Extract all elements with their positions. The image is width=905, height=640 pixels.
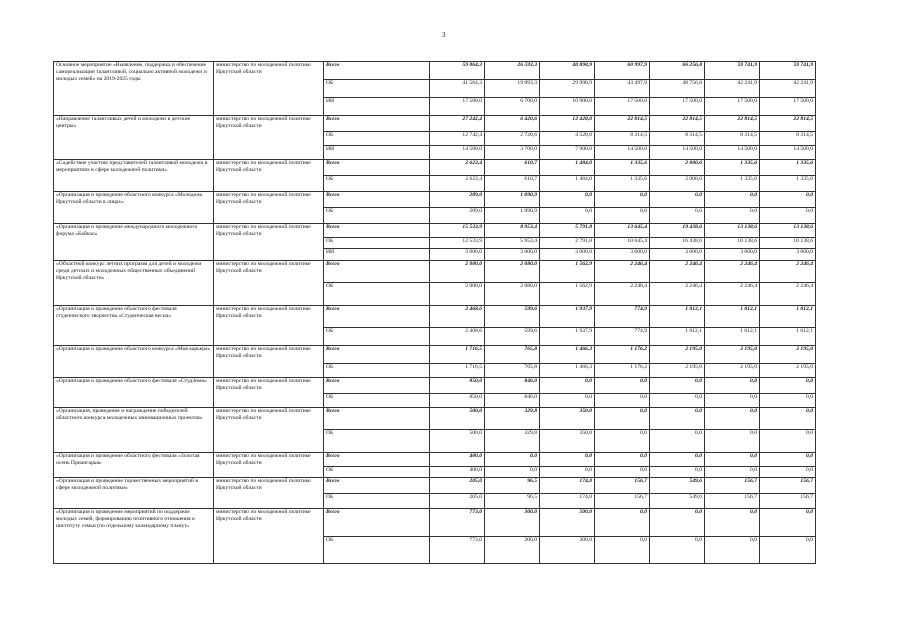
- amount-cell: 1 562,9: [540, 283, 595, 306]
- activity-name: «Областной конкурс летних программ для детей и молодежи среди детских и молодежных общественных объединений Иркутской области»: [54, 261, 214, 306]
- amount-cell: 3 000,0: [430, 249, 485, 261]
- responsible-executor: министерство по молодежной политике Иркутской области: [214, 378, 324, 408]
- amount-cell: 48 756,8: [650, 80, 705, 98]
- amount-cell: 1 335,6: [595, 176, 650, 192]
- amount-cell: 0,0: [760, 192, 816, 208]
- table-row: [54, 62, 816, 80]
- amount-cell: 15 533,9: [430, 224, 485, 238]
- amount-cell: 156,7: [760, 478, 816, 494]
- amount-cell: 2 246,4: [705, 261, 760, 283]
- amount-cell: 1 012,1: [650, 306, 705, 328]
- amount-cell: 8 314,5: [760, 132, 816, 146]
- amount-cell: 2 195,0: [650, 346, 705, 364]
- amount-cell: 14 500,0: [760, 146, 816, 160]
- amount-cell: 2 195,0: [705, 346, 760, 364]
- funding-source: ОБ: [324, 132, 430, 146]
- amount-cell: 2 246,4: [595, 261, 650, 283]
- amount-cell: 12 533,9: [430, 238, 485, 249]
- amount-cell: 2 080,0: [485, 283, 540, 306]
- amount-cell: 1 012,1: [650, 328, 705, 346]
- funding-source: ОБ: [324, 208, 430, 224]
- amount-cell: 66 256,8: [650, 62, 705, 80]
- amount-cell: 0,0: [705, 509, 760, 537]
- activity-name: «Организация и проведение областного фестиваля «СтудЗима»: [54, 378, 214, 408]
- funding-source: ОБ: [324, 80, 430, 98]
- amount-cell: 0,0: [650, 453, 705, 467]
- amount-cell: 0,0: [540, 192, 595, 208]
- amount-cell: 22 814,5: [650, 116, 705, 132]
- amount-cell: 0,0: [595, 453, 650, 467]
- amount-cell: 17 500,0: [760, 98, 816, 116]
- amount-cell: 12 742,4: [430, 132, 485, 146]
- activity-name: «Организация и проведение международного молодежного форума «Байкал»: [54, 224, 214, 261]
- amount-cell: 0,0: [705, 208, 760, 224]
- amount-cell: 0,0: [540, 453, 595, 467]
- responsible-executor: министерство по молодежной политике Иркутской области: [214, 62, 324, 116]
- amount-cell: 1 335,6: [760, 160, 816, 176]
- amount-cell: 549,6: [650, 478, 705, 494]
- funding-source: ОБ: [324, 238, 430, 249]
- amount-cell: 850,0: [430, 394, 485, 408]
- table-row: [54, 192, 816, 208]
- funding-source: ОБ: [324, 430, 430, 453]
- funding-source: ОБ: [324, 364, 430, 378]
- responsible-executor: министерство по молодежной политике Иркутской области: [214, 261, 324, 306]
- funding-source: ОБ: [324, 537, 430, 564]
- amount-cell: 0,0: [650, 394, 705, 408]
- funding-source: ОБ: [324, 176, 430, 192]
- amount-cell: 3 000,0: [650, 249, 705, 261]
- amount-cell: 22 814,5: [760, 116, 816, 132]
- amount-cell: 599,6: [485, 306, 540, 328]
- amount-cell: 350,0: [540, 408, 595, 430]
- amount-cell: 1 937,9: [540, 328, 595, 346]
- amount-cell: 1 335,6: [760, 176, 816, 192]
- amount-cell: 8 953,4: [485, 224, 540, 238]
- amount-cell: 500,0: [540, 509, 595, 537]
- amount-cell: 1 716,5: [430, 364, 485, 378]
- amount-cell: 0,0: [760, 453, 816, 467]
- activity-name: «Организация и проведение областного конкурса «Молодежь Иркутской области в лицах»: [54, 192, 214, 224]
- amount-cell: 1 484,0: [540, 176, 595, 192]
- amount-cell: 7 900,0: [540, 146, 595, 160]
- amount-cell: 0,0: [705, 453, 760, 467]
- responsible-executor: министерство по молодежной политике Иркутской области: [214, 408, 324, 453]
- financing-table: [53, 61, 816, 564]
- amount-cell: 1 090,9: [485, 192, 540, 208]
- table-row: [54, 160, 816, 176]
- funding-source: Всего: [324, 478, 430, 494]
- amount-cell: 400,0: [430, 453, 485, 467]
- amount-cell: 14 500,0: [705, 146, 760, 160]
- table-row: [54, 224, 816, 238]
- funding-source: Всего: [324, 509, 430, 537]
- funding-source: Всего: [324, 453, 430, 467]
- amount-cell: 400,0: [430, 467, 485, 478]
- amount-cell: 17 500,0: [430, 98, 485, 116]
- table-body: [54, 62, 816, 564]
- amount-cell: 0,0: [760, 408, 816, 430]
- amount-cell: 774,9: [595, 328, 650, 346]
- amount-cell: 2 195,0: [705, 364, 760, 378]
- amount-cell: 2 195,0: [650, 364, 705, 378]
- table-row: [54, 346, 816, 364]
- amount-cell: 2 246,4: [650, 261, 705, 283]
- amount-cell: 205,0: [430, 494, 485, 509]
- amount-cell: 773,0: [430, 537, 485, 564]
- amount-cell: 0,0: [485, 467, 540, 478]
- amount-cell: 14 500,0: [650, 146, 705, 160]
- amount-cell: 2 720,6: [485, 132, 540, 146]
- funding-source: ИИ: [324, 249, 430, 261]
- amount-cell: 0,0: [760, 378, 816, 394]
- amount-cell: 0,0: [595, 394, 650, 408]
- amount-cell: 3 700,0: [485, 146, 540, 160]
- funding-source: Всего: [324, 346, 430, 364]
- amount-cell: 0,0: [595, 537, 650, 564]
- responsible-executor: министерство по молодежной политике Иркутской области: [214, 453, 324, 478]
- amount-cell: 3 000,0: [595, 249, 650, 261]
- amount-cell: 17 500,0: [650, 98, 705, 116]
- amount-cell: 1 012,1: [760, 328, 816, 346]
- amount-cell: 13 138,6: [760, 224, 816, 238]
- amount-cell: 17 500,0: [595, 98, 650, 116]
- amount-cell: 12 428,0: [540, 116, 595, 132]
- amount-cell: 0,0: [705, 408, 760, 430]
- table-row: [54, 509, 816, 537]
- amount-cell: 846,0: [485, 394, 540, 408]
- activity-name: «Организация, проведение и награждение победителей областного конкурса молодежных инновационных проектов»: [54, 408, 214, 453]
- funding-source: Всего: [324, 261, 430, 283]
- amount-cell: 300,0: [485, 537, 540, 564]
- amount-cell: 1 466,3: [540, 364, 595, 378]
- responsible-executor: министерство по молодежной политике Иркутской области: [214, 346, 324, 378]
- amount-cell: 16 438,6: [650, 238, 705, 249]
- amount-cell: 500,0: [430, 408, 485, 430]
- amount-cell: 289,0: [430, 208, 485, 224]
- amount-cell: 17 500,0: [705, 98, 760, 116]
- amount-cell: 350,0: [540, 430, 595, 453]
- funding-source: ОБ: [324, 328, 430, 346]
- amount-cell: 0,0: [595, 408, 650, 430]
- amount-cell: 0,0: [485, 453, 540, 467]
- amount-cell: 205,0: [430, 478, 485, 494]
- amount-cell: 41 564,3: [430, 80, 485, 98]
- amount-cell: 1 012,1: [760, 306, 816, 328]
- amount-cell: 2 080,0: [485, 261, 540, 283]
- amount-cell: 0,0: [650, 509, 705, 537]
- activity-name: «Организация и проведение областного конкурса «Моя карьера»: [54, 346, 214, 378]
- funding-source: ОБ: [324, 467, 430, 478]
- amount-cell: 2 246,4: [595, 283, 650, 306]
- amount-cell: 40 898,9: [540, 62, 595, 80]
- amount-cell: 19 438,6: [650, 224, 705, 238]
- amount-cell: 500,0: [430, 430, 485, 453]
- amount-cell: 156,7: [705, 494, 760, 509]
- amount-cell: 174,0: [540, 478, 595, 494]
- amount-cell: 174,0: [540, 494, 595, 509]
- table-row: [54, 408, 816, 430]
- amount-cell: 0,0: [650, 467, 705, 478]
- amount-cell: 60 997,9: [595, 62, 650, 80]
- amount-cell: 0,0: [595, 192, 650, 208]
- amount-cell: 1 562,9: [540, 261, 595, 283]
- funding-source: ОБ: [324, 394, 430, 408]
- amount-cell: 2 000,0: [430, 261, 485, 283]
- responsible-executor: министерство по молодежной политике Иркутской области: [214, 224, 324, 261]
- amount-cell: 1 090,9: [485, 208, 540, 224]
- amount-cell: 13 645,4: [595, 224, 650, 238]
- amount-cell: 2 000,6: [650, 176, 705, 192]
- amount-cell: 6 420,6: [485, 116, 540, 132]
- funding-source: Всего: [324, 224, 430, 238]
- funding-source: ОБ: [324, 283, 430, 306]
- funding-source: Всего: [324, 306, 430, 328]
- page-number: 3: [442, 31, 446, 39]
- amount-cell: 0,0: [595, 208, 650, 224]
- amount-cell: 2 623,4: [430, 160, 485, 176]
- table-row: [54, 306, 816, 328]
- amount-cell: 96,5: [485, 478, 540, 494]
- amount-cell: 1 466,3: [540, 346, 595, 364]
- amount-cell: 6 700,0: [485, 98, 540, 116]
- amount-cell: 59 741,9: [705, 62, 760, 80]
- amount-cell: 2 000,6: [650, 160, 705, 176]
- amount-cell: 1 012,1: [705, 306, 760, 328]
- amount-cell: 2 468,6: [430, 306, 485, 328]
- amount-cell: 0,0: [650, 192, 705, 208]
- amount-cell: 156,7: [705, 478, 760, 494]
- amount-cell: 289,0: [430, 192, 485, 208]
- amount-cell: 0,0: [760, 467, 816, 478]
- amount-cell: 0,0: [540, 467, 595, 478]
- activity-name: «Направление талантливых детей и молодежи в детские центры»: [54, 116, 214, 160]
- responsible-executor: министерство по молодежной политике Иркутской области: [214, 306, 324, 346]
- amount-cell: 10 138,6: [760, 238, 816, 249]
- amount-cell: 2 000,0: [430, 283, 485, 306]
- amount-cell: 8 314,5: [705, 132, 760, 146]
- amount-cell: 3 000,0: [705, 249, 760, 261]
- amount-cell: 0,0: [540, 208, 595, 224]
- amount-cell: 156,7: [595, 494, 650, 509]
- amount-cell: 22 814,5: [705, 116, 760, 132]
- amount-cell: 1 176,2: [595, 346, 650, 364]
- funding-source: ОБ: [324, 494, 430, 509]
- amount-cell: 2 195,0: [760, 364, 816, 378]
- activity-name: «Содействие участию представителей талантливой молодежи в мероприятиях в сфере молодежной политики»: [54, 160, 214, 192]
- amount-cell: 599,6: [485, 328, 540, 346]
- responsible-executor: министерство по молодежной политике Иркутской области: [214, 509, 324, 564]
- amount-cell: 4 528,0: [540, 132, 595, 146]
- amount-cell: 0,0: [595, 378, 650, 394]
- amount-cell: 329,8: [485, 408, 540, 430]
- funding-source: Всего: [324, 192, 430, 208]
- funding-source: ИИ: [324, 146, 430, 160]
- amount-cell: 3 000,0: [760, 249, 816, 261]
- amount-cell: 59 741,9: [760, 62, 816, 80]
- amount-cell: 0,0: [540, 378, 595, 394]
- funding-source: Всего: [324, 408, 430, 430]
- amount-cell: 27 242,4: [430, 116, 485, 132]
- responsible-executor: министерство по молодежной политике Иркутской области: [214, 192, 324, 224]
- amount-cell: 300,0: [485, 509, 540, 537]
- amount-cell: 14 500,0: [595, 146, 650, 160]
- amount-cell: 59 064,3: [430, 62, 485, 80]
- amount-cell: 0,0: [595, 467, 650, 478]
- amount-cell: 0,0: [595, 509, 650, 537]
- table-row: [54, 116, 816, 132]
- table-row: [54, 378, 816, 394]
- activity-name: «Организация и проведение областного фестиваля студенческого творчества «Студенческая весна»: [54, 306, 214, 346]
- amount-cell: 3 000,0: [540, 249, 595, 261]
- amount-cell: 22 814,5: [595, 116, 650, 132]
- amount-cell: 5 791,8: [540, 224, 595, 238]
- amount-cell: 156,7: [760, 494, 816, 509]
- funding-source: Всего: [324, 116, 430, 132]
- funding-source: Всего: [324, 160, 430, 176]
- amount-cell: 10 138,6: [705, 238, 760, 249]
- amount-cell: 1 335,6: [705, 176, 760, 192]
- amount-cell: 14 500,0: [430, 146, 485, 160]
- amount-cell: 0,0: [540, 394, 595, 408]
- table-row: [54, 261, 816, 283]
- funding-source: Всего: [324, 62, 430, 80]
- amount-cell: 1 937,9: [540, 306, 595, 328]
- amount-cell: 1 012,1: [705, 328, 760, 346]
- amount-cell: 0,0: [650, 408, 705, 430]
- responsible-executor: министерство по молодежной политике Иркутской области: [214, 478, 324, 509]
- funding-source: ИИ: [324, 98, 430, 116]
- responsible-executor: министерство по молодежной политике Иркутской области: [214, 160, 324, 192]
- amount-cell: 0,0: [650, 208, 705, 224]
- amount-cell: 2 623,4: [430, 176, 485, 192]
- amount-cell: 1 484,0: [540, 160, 595, 176]
- amount-cell: 549,6: [650, 494, 705, 509]
- amount-cell: 0,0: [705, 192, 760, 208]
- funding-source: Всего: [324, 378, 430, 394]
- amount-cell: 765,8: [485, 346, 540, 364]
- amount-cell: 156,7: [595, 478, 650, 494]
- amount-cell: 765,8: [485, 364, 540, 378]
- amount-cell: 0,0: [705, 467, 760, 478]
- amount-cell: 846,0: [485, 378, 540, 394]
- amount-cell: 29 998,9: [540, 80, 595, 98]
- amount-cell: 10 900,0: [540, 98, 595, 116]
- amount-cell: 2 246,4: [650, 283, 705, 306]
- amount-cell: 329,8: [485, 430, 540, 453]
- amount-cell: 0,0: [650, 537, 705, 564]
- amount-cell: 2 468,6: [430, 328, 485, 346]
- amount-cell: 1 716,5: [430, 346, 485, 364]
- amount-cell: 2 791,8: [540, 238, 595, 249]
- amount-cell: 0,0: [595, 430, 650, 453]
- amount-cell: 0,0: [760, 394, 816, 408]
- amount-cell: 42 241,9: [760, 80, 816, 98]
- amount-cell: 0,0: [760, 509, 816, 537]
- amount-cell: 2 246,4: [705, 283, 760, 306]
- activity-name: «Организация и проведение областного фестиваля «Золотая осень Приангарья»: [54, 453, 214, 478]
- amount-cell: 0,0: [705, 537, 760, 564]
- amount-cell: 2 246,4: [760, 261, 816, 283]
- amount-cell: 19 893,3: [485, 80, 540, 98]
- amount-cell: 610,7: [485, 176, 540, 192]
- amount-cell: 0,0: [760, 430, 816, 453]
- amount-cell: 300,0: [540, 537, 595, 564]
- amount-cell: 10 645,4: [595, 238, 650, 249]
- responsible-executor: министерство по молодежной политике Иркутской области: [214, 116, 324, 160]
- amount-cell: 96,5: [485, 494, 540, 509]
- amount-cell: 0,0: [705, 430, 760, 453]
- amount-cell: 2 246,4: [760, 283, 816, 306]
- amount-cell: 0,0: [705, 378, 760, 394]
- table-row: [54, 453, 816, 467]
- amount-cell: 0,0: [650, 378, 705, 394]
- amount-cell: 774,9: [595, 306, 650, 328]
- activity-name: «Организация и проведение мероприятий по поддержке молодых семей, формированию позитивного отношения к институту семьи (по отдельному календарному плану)»: [54, 509, 214, 564]
- amount-cell: 0,0: [705, 394, 760, 408]
- amount-cell: 42 241,9: [705, 80, 760, 98]
- amount-cell: 1 335,6: [595, 160, 650, 176]
- amount-cell: 0,0: [760, 208, 816, 224]
- amount-cell: 8 314,5: [595, 132, 650, 146]
- amount-cell: 610,7: [485, 160, 540, 176]
- amount-cell: 13 138,6: [705, 224, 760, 238]
- activity-name: «Организация и проведение торжественных мероприятий в сфере молодежной политики»: [54, 478, 214, 509]
- amount-cell: 0,0: [760, 537, 816, 564]
- amount-cell: 5 953,4: [485, 238, 540, 249]
- amount-cell: 0,0: [650, 430, 705, 453]
- amount-cell: 2 195,0: [760, 346, 816, 364]
- amount-cell: 3 000,0: [485, 249, 540, 261]
- amount-cell: 26 593,3: [485, 62, 540, 80]
- activity-name: Основное мероприятие «Выявление, поддержка и обеспечение самореализации талантливой, социально активной молодежи и молодых семей» на 2019-2025 годы: [54, 62, 214, 116]
- amount-cell: 850,0: [430, 378, 485, 394]
- amount-cell: 773,0: [430, 509, 485, 537]
- table-row: [54, 478, 816, 494]
- amount-cell: 1 335,6: [705, 160, 760, 176]
- amount-cell: 8 314,5: [650, 132, 705, 146]
- amount-cell: 1 176,2: [595, 364, 650, 378]
- amount-cell: 43 497,9: [595, 80, 650, 98]
